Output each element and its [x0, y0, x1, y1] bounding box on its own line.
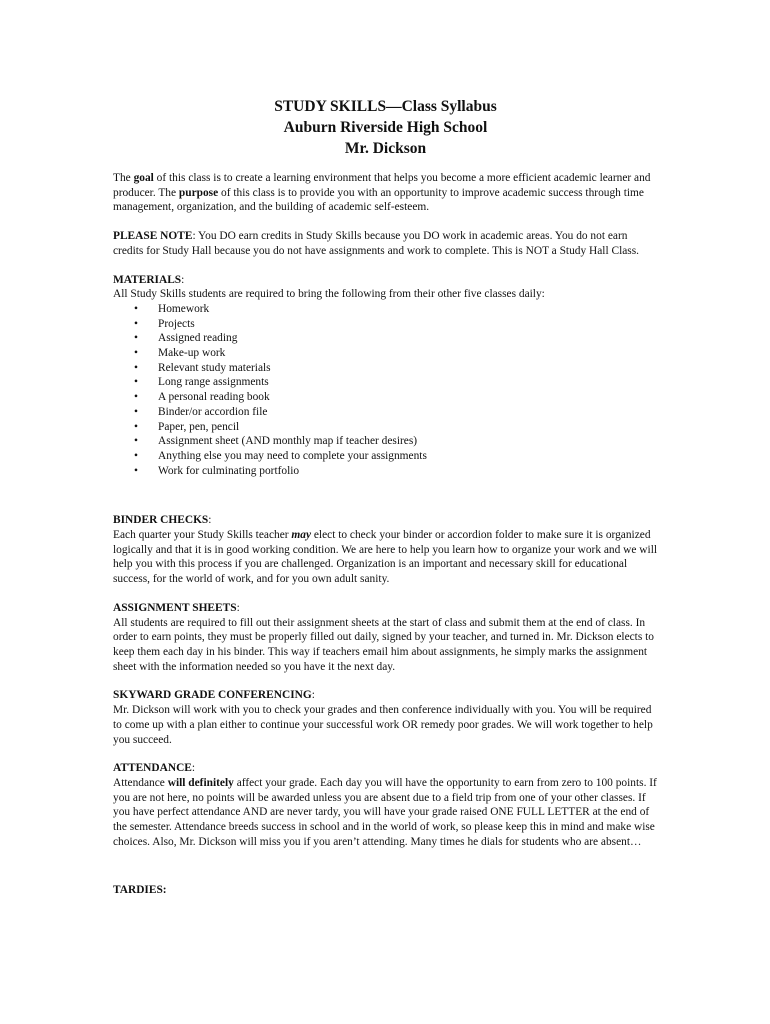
- binder-checks-section: [113, 513, 658, 587]
- assignment-sheets-heading: [113, 601, 658, 616]
- material-item-label: A personal reading book: [158, 391, 270, 404]
- bullet-icon: •: [134, 332, 138, 345]
- skyward-heading: [113, 688, 658, 703]
- bullet-icon: •: [134, 347, 138, 360]
- materials-heading: [113, 273, 658, 288]
- will-definitely-phrase: will definitely: [167, 776, 234, 789]
- assignment-heading-colon: :: [236, 601, 240, 614]
- list-item: [113, 331, 658, 346]
- material-item-label: Anything else you may need to complete your assignments: [158, 449, 427, 462]
- binder-heading-colon: :: [208, 514, 212, 527]
- skyward-text: Mr. Dickson will work with you to check your grades and then conference individually with you. You will be required to come up with a plan either to continue your successful work OR remedy poor grades. We will work together to help you succeed.: [113, 704, 653, 746]
- intro-text-3: of this class is to provide you with an opportunity to improve academic success through time management, organization, and the building of academic self-esteem.: [113, 186, 644, 214]
- bullet-icon: •: [134, 405, 138, 418]
- materials-intro: All Study Skills students are required to bring the following from their other five classes daily:: [113, 288, 545, 301]
- attendance-section: [113, 761, 658, 849]
- materials-section: [113, 273, 658, 479]
- bullet-icon: •: [134, 449, 138, 462]
- list-item: [113, 361, 658, 376]
- materials-heading-text: MATERIALS: [113, 273, 182, 286]
- attendance-text-1: Attendance: [113, 776, 168, 789]
- syllabus-page: [113, 96, 658, 898]
- material-item-label: Assignment sheet (AND monthly map if teacher desires): [158, 435, 418, 448]
- list-item: [113, 449, 658, 464]
- bullet-icon: •: [134, 376, 138, 389]
- materials-heading-colon: :: [181, 273, 185, 286]
- binder-text-2: elect to check your binder or accordion folder to make sure it is organized logically and that it is in good working condition. We are here to help you learn how to organize your work and we will help you with this process if you are challenged. Organization is an important and necessary skill for educational success, for the world of work, and for you own adult sanity.: [113, 529, 658, 586]
- material-item-label: Work for culminating portfolio: [158, 464, 300, 477]
- material-item-label: Relevant study materials: [158, 361, 271, 374]
- assignment-sheets-section: [113, 601, 658, 675]
- bullet-icon: •: [134, 391, 138, 404]
- material-item-label: Assigned reading: [158, 332, 238, 345]
- material-item-label: Long range assignments: [158, 376, 269, 389]
- title-school: Auburn Riverside High School: [283, 119, 488, 136]
- title-course: STUDY SKILLS—Class Syllabus: [274, 98, 497, 115]
- list-item: [113, 420, 658, 435]
- assignment-heading-text: ASSIGNMENT SHEETS: [113, 601, 237, 614]
- material-item-label: Projects: [158, 317, 195, 330]
- list-item: [113, 434, 658, 449]
- bullet-icon: •: [134, 435, 138, 448]
- list-item: [113, 464, 658, 479]
- list-item: [113, 317, 658, 332]
- material-item-label: Paper, pen, pencil: [158, 420, 240, 433]
- skyward-section: [113, 688, 658, 747]
- attendance-text-2: affect your grade. Each day you will have the opportunity to earn from zero to 100 points. If you are not here, no points will be awarded unless you are absent due to a field trip from one of your other classes. If you have perfect attendance AND are never tardy, you will have your grade raised ONE FULL LETTER at the end of the semester. Attendance breeds success in school and in the world of work, so please keep this in mind and make wise choices. Also, Mr. Dickson will miss you if you aren’t attending. Many times he dials for students who are absent…: [113, 776, 657, 848]
- attendance-heading-colon: :: [191, 762, 196, 775]
- attendance-heading-text: ATTENDANCE: [113, 762, 192, 775]
- attendance-heading: [113, 761, 658, 776]
- intro-text-2: of this class is to create a learning environment that helps you become a more efficient academic learner and producer. The: [113, 172, 651, 199]
- binder-checks-heading: [113, 513, 658, 528]
- assignment-sheets-text: All students are required to fill out their assignment sheets at the start of class and submit them at the end of class. In order to earn points, they must be properly filled out daily, signed by your teacher, and turned in. Mr. Dickson elects to keep them each day in his binder. This way if teachers email him about assignments, he simply marks the assignment sheet with the information needed so you have it the next day.: [113, 616, 654, 673]
- please-note-paragraph: [113, 229, 658, 258]
- skyward-heading-text: SKYWARD GRADE CONFERENCING: [113, 689, 312, 702]
- list-item: [113, 375, 658, 390]
- list-item: [113, 405, 658, 420]
- please-note-text: : You DO earn credits in Study Skills because you DO work in academic areas. You do not earn credits for Study Hall because you do not have assignments and work to complete. This is NOT a Study Hall Class.: [113, 230, 639, 257]
- list-item: [113, 302, 658, 317]
- materials-list: [113, 302, 658, 478]
- goal-word: goal: [133, 172, 154, 184]
- list-item: [113, 390, 658, 405]
- tardies-heading: TARDIES:: [113, 884, 167, 897]
- list-item: [113, 346, 658, 361]
- material-item-label: Make-up work: [158, 347, 226, 360]
- bullet-icon: •: [134, 420, 138, 433]
- bullet-icon: •: [134, 361, 138, 374]
- bullet-icon: •: [134, 317, 138, 330]
- skyward-heading-colon: :: [311, 689, 315, 702]
- material-item-label: Binder/or accordion file: [158, 405, 268, 418]
- please-note-label: PLEASE NOTE: [113, 230, 193, 243]
- title-teacher: Mr. Dickson: [344, 140, 427, 157]
- material-item-label: Homework: [158, 302, 210, 315]
- bullet-icon: •: [134, 302, 138, 315]
- intro-paragraph: [113, 171, 658, 215]
- bullet-icon: •: [134, 464, 138, 477]
- binder-text-1: Each quarter your Study Skills teacher: [113, 529, 292, 542]
- spacer: [113, 863, 658, 883]
- binder-heading-text: BINDER CHECKS: [113, 514, 209, 527]
- may-word: may: [291, 529, 312, 542]
- purpose-word: purpose: [178, 186, 219, 199]
- intro-text-1: The: [113, 172, 134, 184]
- document-title: [113, 96, 658, 159]
